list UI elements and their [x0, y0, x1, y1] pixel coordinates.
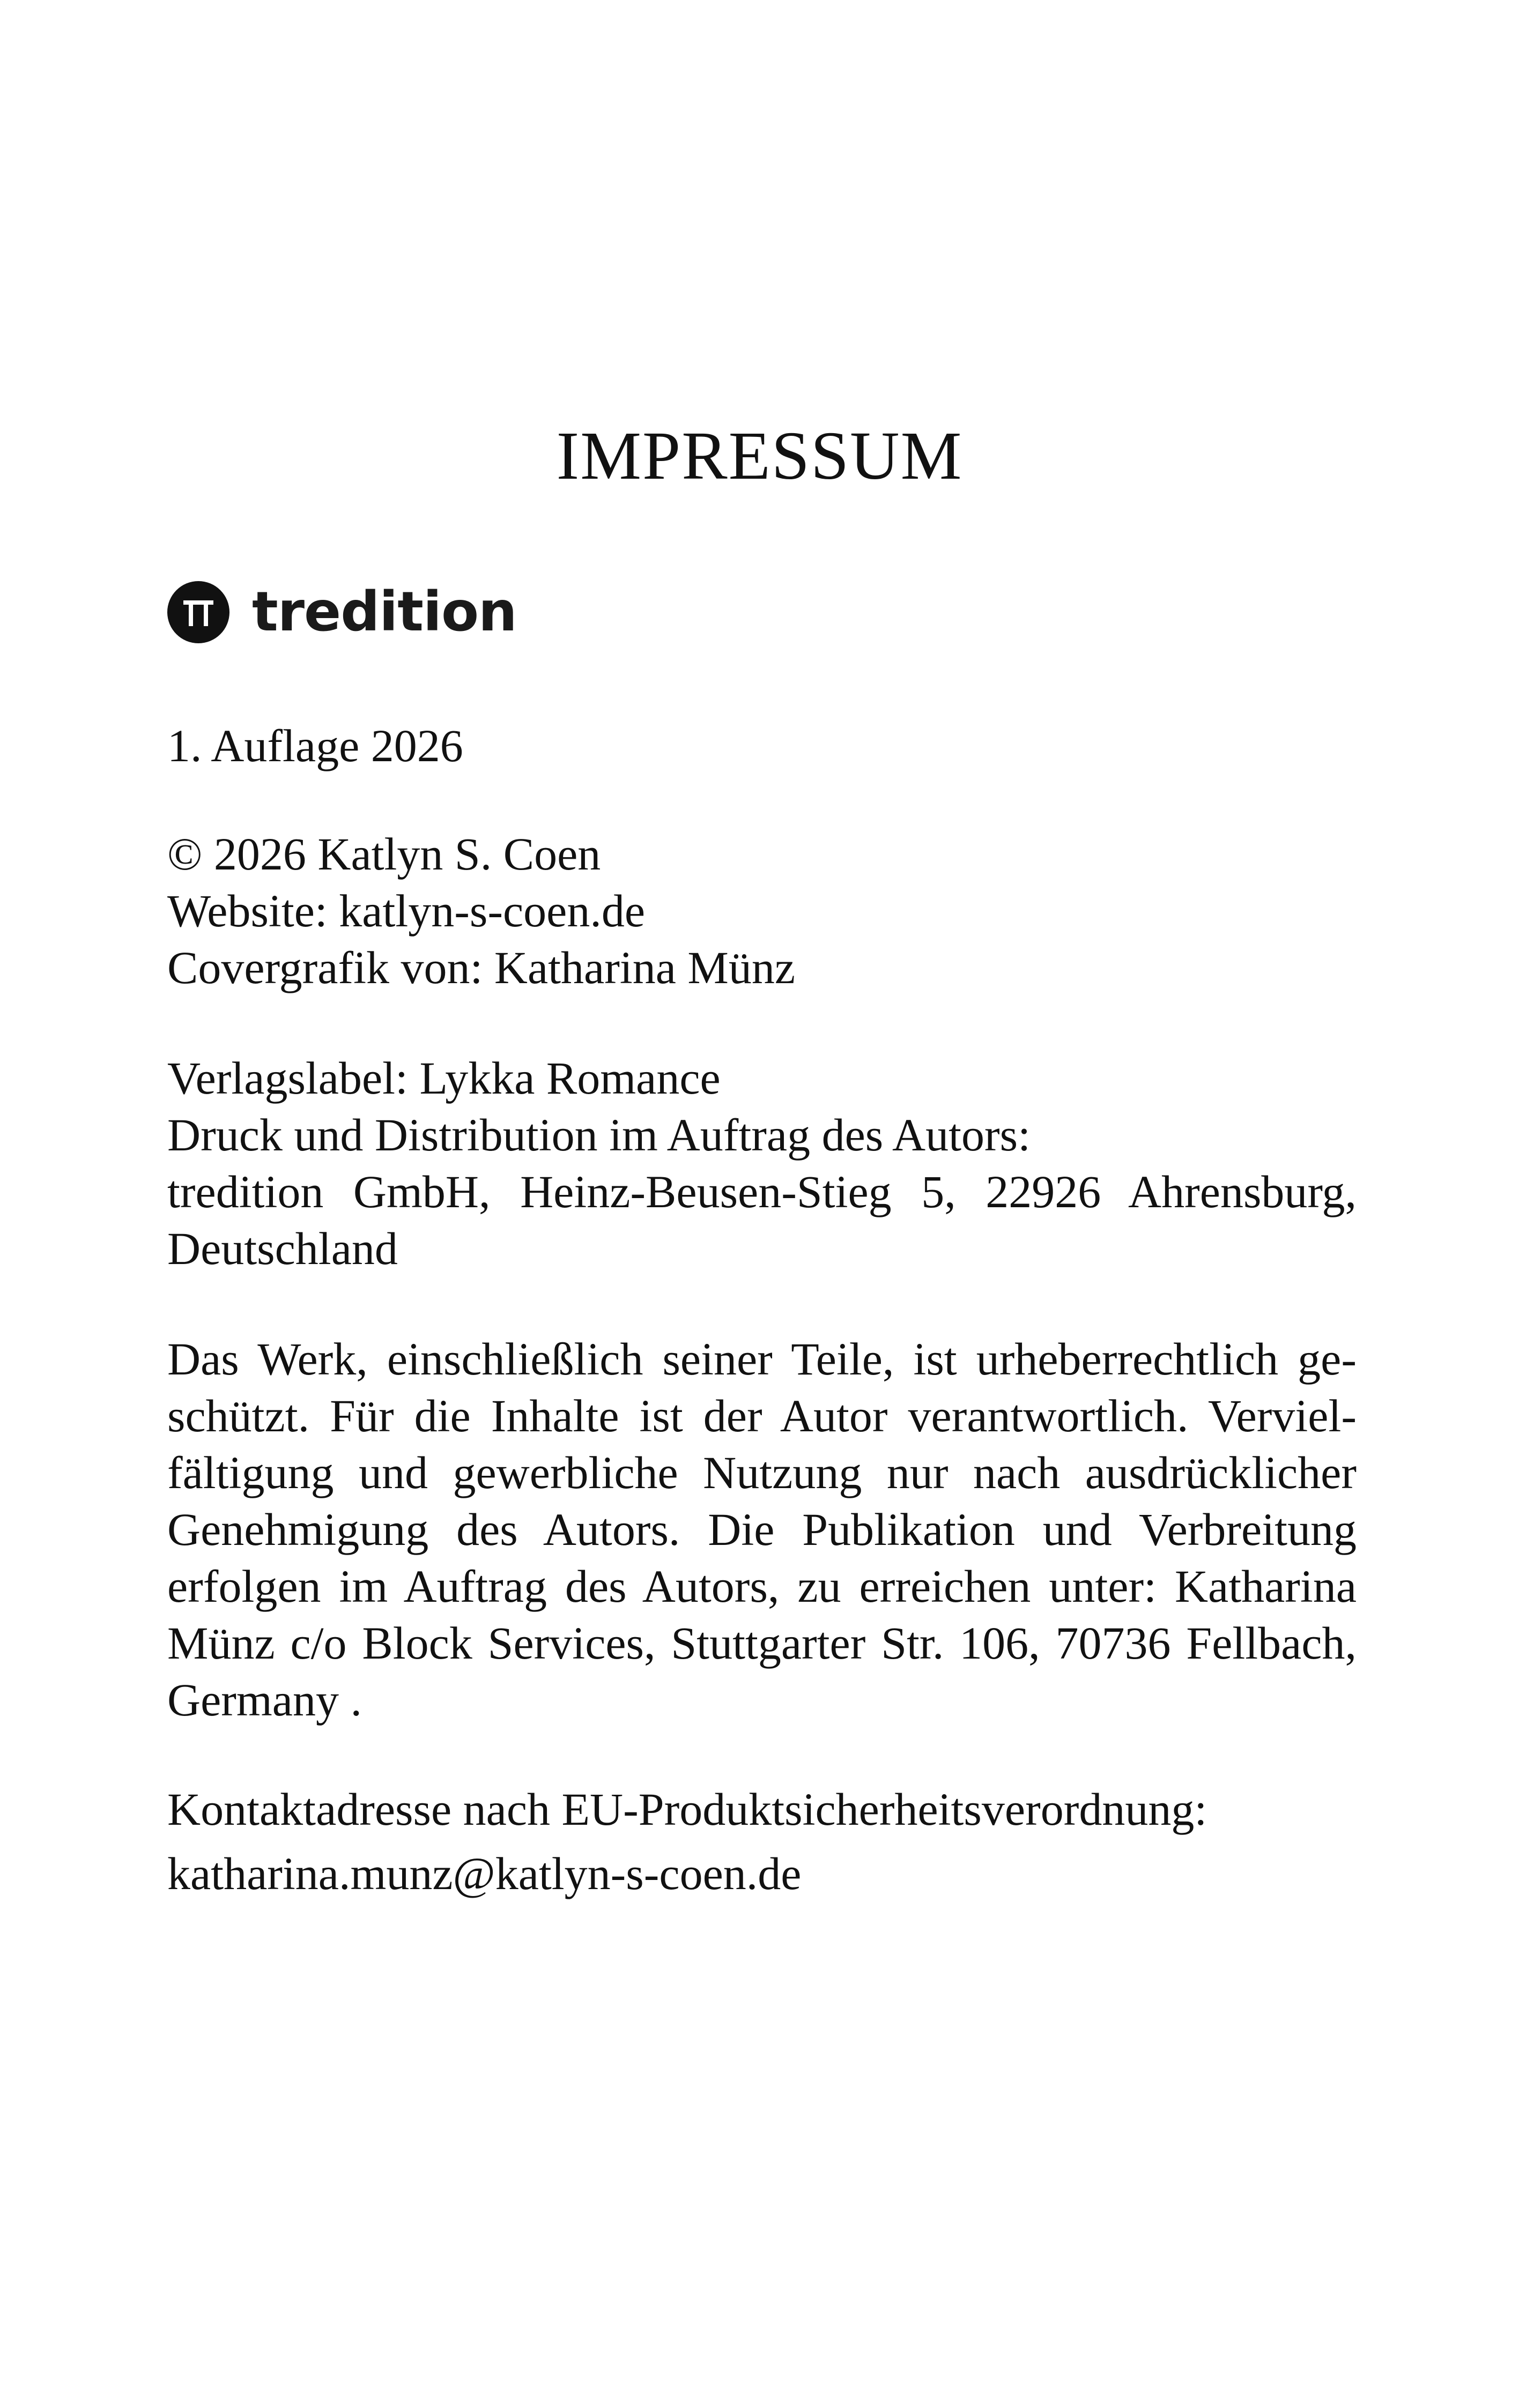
tredition-logo-icon: [167, 581, 229, 643]
publisher-logo: [167, 580, 517, 644]
legal-line: Germany .: [167, 1674, 362, 1726]
copyright-line: © 2026 Katlyn S. Coen: [167, 828, 601, 880]
publisher-label-line: Verlagslabel: Lykka Romance: [167, 1052, 721, 1104]
contact-label: Kontaktadresse nach EU-Produktsicherheitsverordnung:: [167, 1783, 1207, 1835]
publishing-block: [167, 1050, 1357, 1277]
cover-credit-line: Covergrafik von: Katharina Münz: [167, 942, 796, 993]
distribution-line: Druck und Distribution im Auftrag des Autors:: [167, 1109, 1031, 1161]
legal-line: fältigung und gewerbliche Nutzung nur nach ausdrücklicher: [167, 1447, 1357, 1498]
website-line: Website: katlyn-s-coen.de: [167, 885, 645, 937]
edition-text: 1. Auflage 2026: [167, 720, 463, 771]
contact-email: katharina.munz@katlyn-s-coen.de: [167, 1848, 802, 1899]
address-line-2: Deutschland: [167, 1223, 398, 1274]
legal-line: erfolgen im Auftrag des Autors, zu erreichen unter: Katharina: [167, 1560, 1357, 1612]
edition-block: [167, 717, 1357, 774]
legal-line: Genehmigung des Autors. Die Publikation und Verbreitung: [167, 1504, 1357, 1555]
publisher-wordmark: tredition: [252, 580, 517, 644]
legal-notice-block: [167, 1331, 1357, 1728]
legal-line: Münz c/o Block Services, Stuttgarter Str. 106, 70736 Fellbach,: [167, 1617, 1357, 1669]
legal-line: Das Werk, einschließlich seiner Teile, ist urheberrechtlich ge-: [167, 1333, 1357, 1385]
credits-block: [167, 826, 1357, 996]
contact-block: [167, 1781, 1357, 1902]
address-line-1: tredition GmbH, Heinz-Beusen-Stieg 5, 22926 Ahrensburg,: [167, 1166, 1357, 1217]
legal-line: schützt. Für die Inhalte ist der Autor verantwortlich. Verviel-: [167, 1390, 1357, 1441]
page-title: IMPRESSUM: [556, 418, 963, 494]
